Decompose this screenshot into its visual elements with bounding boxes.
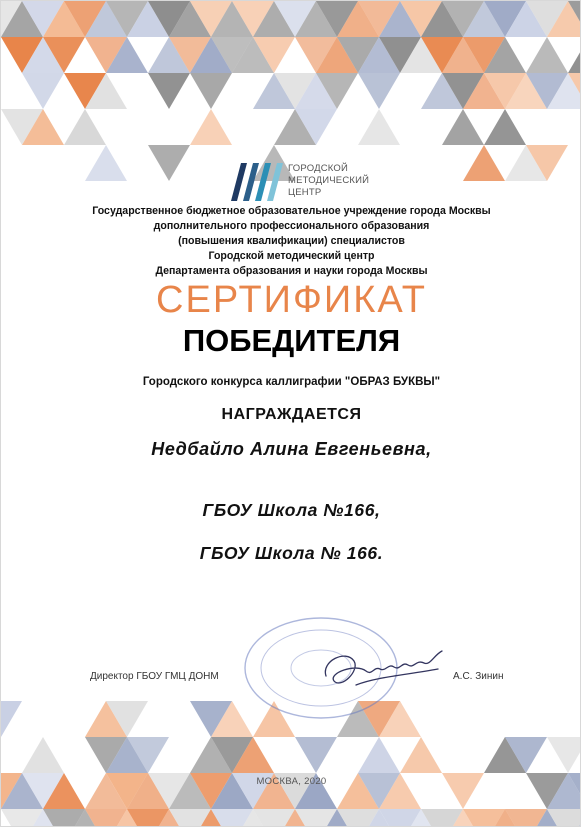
certificate-title: СЕРТИФИКАТ [156,279,427,321]
logo-line-1: ГОРОДСКОЙ [288,163,349,174]
handwritten-signature-icon [316,641,456,701]
decorative-triangle [358,109,400,145]
decorative-triangle [64,109,106,145]
organization-line-4: Городской методический центр [208,250,375,262]
decorative-triangle [85,145,127,181]
decorative-triangle [442,109,484,145]
organization-line-3: (повышения квалификации) специалистов [178,235,405,247]
logo-mark-icon [231,161,287,201]
decorative-triangle [190,73,232,109]
decorative-triangle [190,109,232,145]
logo-line-3: ЦЕНТР [288,187,322,198]
logo-line-2: МЕТОДИЧЕСКИЙ [288,175,370,186]
contest-name: Городского конкурса каллиграфии "ОБРАЗ БУКВЫ" [142,376,441,388]
school-line-1: ГБОУ Школа №166, [202,500,381,520]
decorative-triangle [1,701,22,737]
recipient-name: Недбайло Алина Евгеньевна, [151,439,432,459]
organization-line-1: Государственное бюджетное образовательное учреждение города Москвы [92,205,491,217]
decorative-triangle [148,145,190,181]
decorative-triangle [400,737,442,773]
decorative-triangle [295,737,337,773]
gmc-logo [231,161,381,203]
decorative-triangle [484,109,526,145]
organization-line-2: дополнительного профессионального образования [153,220,430,232]
logo-text [288,163,388,199]
decorative-triangle [568,37,581,73]
award-label: НАГРАЖДАЕТСЯ [221,406,362,423]
decorative-triangle [358,73,400,109]
decorative-triangle [547,737,581,773]
signer-name: А.С. Зинин [453,671,504,682]
decorative-triangle [22,73,64,109]
organization-line-5: Департамента образования и науки города Москвы [155,265,428,277]
certificate-subtitle: ПОБЕДИТЕЛЯ [182,323,401,358]
decorative-triangle [463,145,505,181]
place-and-year: МОСКВА, 2020 [256,776,327,787]
organization-name [1,204,581,279]
decorative-triangle [22,737,64,773]
decorative-triangle [358,737,400,773]
school-line-2: ГБОУ Школа № 166. [199,543,384,563]
decorative-triangle [148,73,190,109]
decorative-triangle [526,37,568,73]
director-position: Директор ГБОУ ГМЦ ДОНМ [90,671,219,682]
